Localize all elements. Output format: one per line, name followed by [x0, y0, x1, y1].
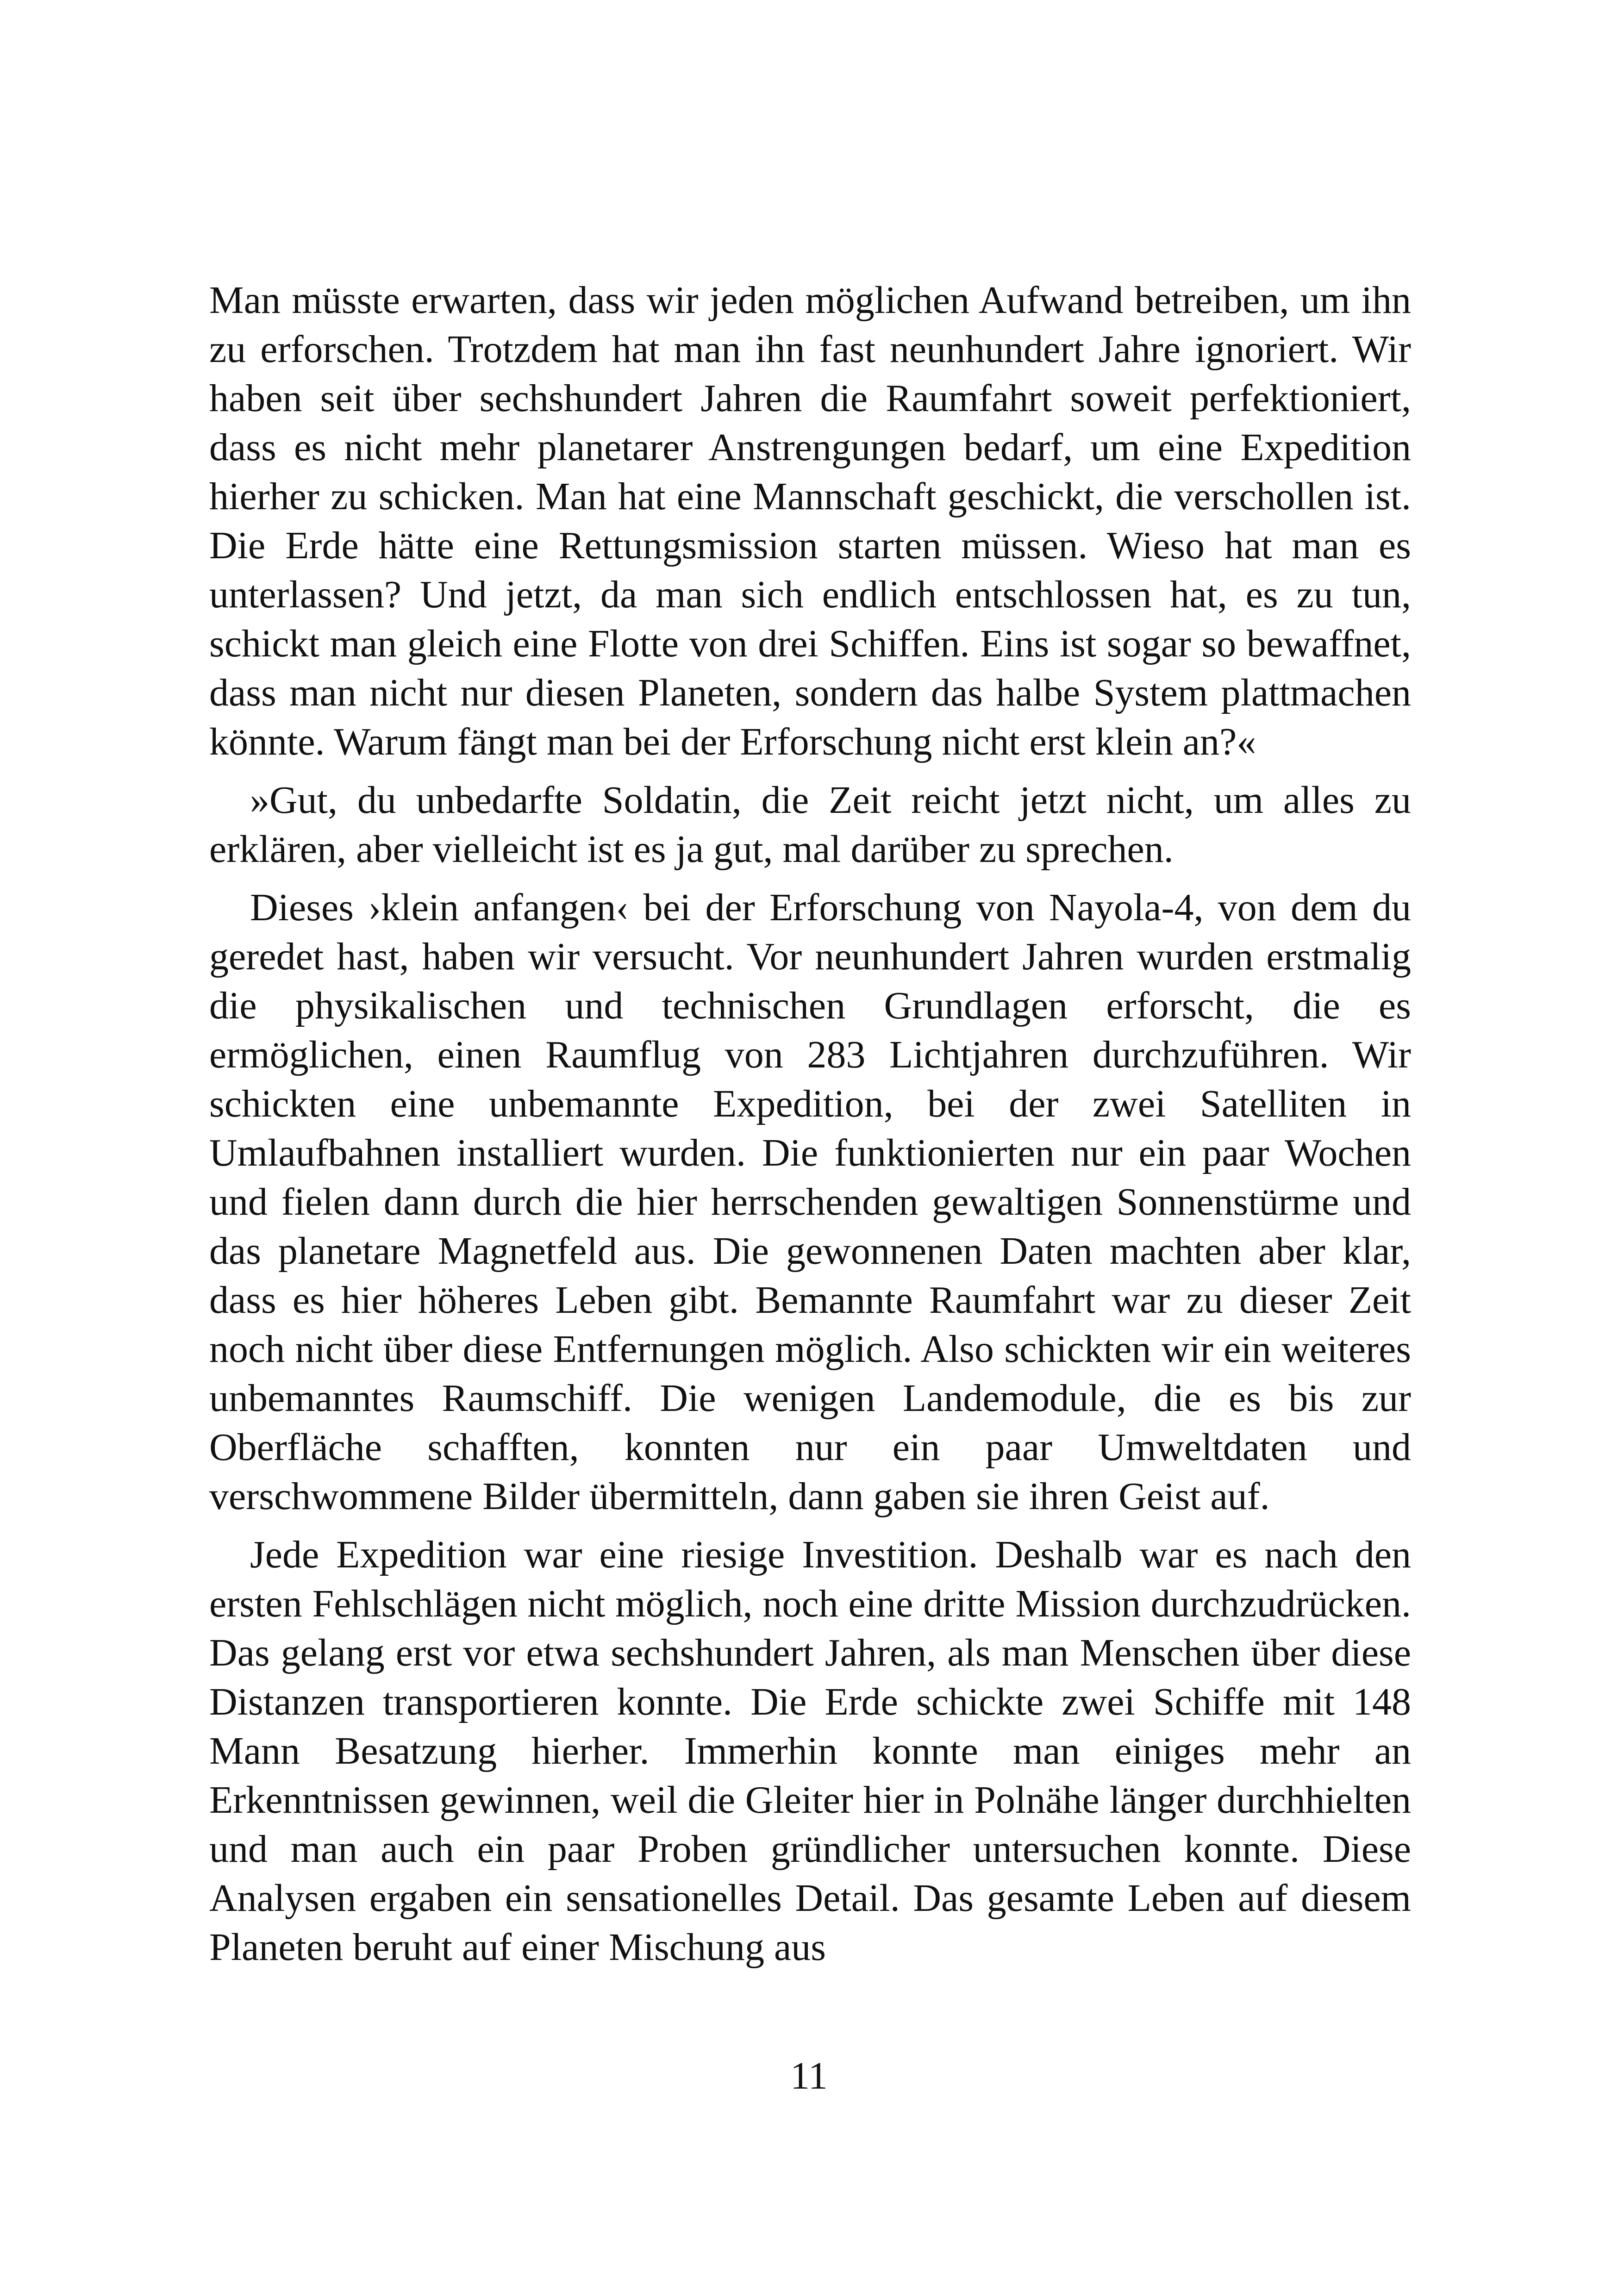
paragraph: »Gut, du unbedarfte Soldatin, die Zeit reicht jetzt nicht, um alles zu erklären, aber vielleicht ist es ja gut, mal darüber zu sprechen. [209, 779, 1411, 871]
body-text [209, 276, 1411, 1981]
paragraph: Jede Expedition war eine riesige Investition. Deshalb war es nach den ersten Fehlschlägen nicht möglich, noch eine dritte Mission durchzudrücken. Das gelang erst vor etwa sechshundert Jahren, als man Menschen über diese Distanzen transportieren konnte. Die Erde schickte zwei Schiffe mit 148 Mann Besatzung hierher. Immerhin konnte man einiges mehr an Erkenntnissen gewinnen, weil die Gleiter hier in Polnähe länger durchhielten und man auch ein paar Proben gründlicher untersuchen konnte. Diese Analysen ergaben ein sensationelles Detail. Das gesamte Leben auf diesem Planeten beruht auf einer Mischung aus [209, 1533, 1411, 1969]
page-number: 11 [790, 2054, 828, 2097]
paragraph: Man müsste erwarten, dass wir jeden möglichen Aufwand betreiben, um ihn zu erforschen. Trotzdem hat man ihn fast neunhundert Jahre ignoriert. Wir haben seit über sechshundert Jahren die Raumfahrt soweit perfektioniert, dass es nicht mehr planetarer Anstrengungen bedarf, um eine Expedition hierher zu schicken. Man hat eine Mannschaft geschickt, die verschollen ist. Die Erde hätte eine Rettungsmission starten müssen. Wieso hat man es unterlassen? Und jetzt, da man sich endlich entschlossen hat, es zu tun, schickt man gleich eine Flotte von drei Schiffen. Eins ist sogar so bewaffnet, dass man nicht nur diesen Planeten, sondern das halbe System plattmachen könnte. Warum fängt man bei der Erforschung nicht erst klein an?« [209, 279, 1411, 763]
paragraph: Dieses ›klein anfangen‹ bei der Erforschung von Nayola-4, von dem du geredet hast, haben wir versucht. Vor neunhundert Jahren wurden erstmalig die physikalischen und technischen Grundlagen erforscht, die es ermöglichen, einen Raumflug von 283 Lichtjahren durchzuführen. Wir schickten eine unbemannte Expedition, bei der zwei Satelliten in Umlaufbahnen installiert wurden. Die funktionierten nur ein paar Wochen und fielen dann durch die hier herrschenden gewaltigen Sonnenstürme und das planetare Magnetfeld aus. Die gewonnenen Daten machten aber klar, dass es hier höheres Leben gibt. Bemannte Raumfahrt war zu dieser Zeit noch nicht über diese Entfernungen möglich. Also schickten wir ein weiteres unbemanntes Raumschiff. Die wenigen Landemodule, die es bis zur Oberfläche schafften, konnten nur ein paar Umweltdaten und verschwommene Bilder übermitteln, dann gaben sie ihren Geist auf. [209, 886, 1411, 1518]
